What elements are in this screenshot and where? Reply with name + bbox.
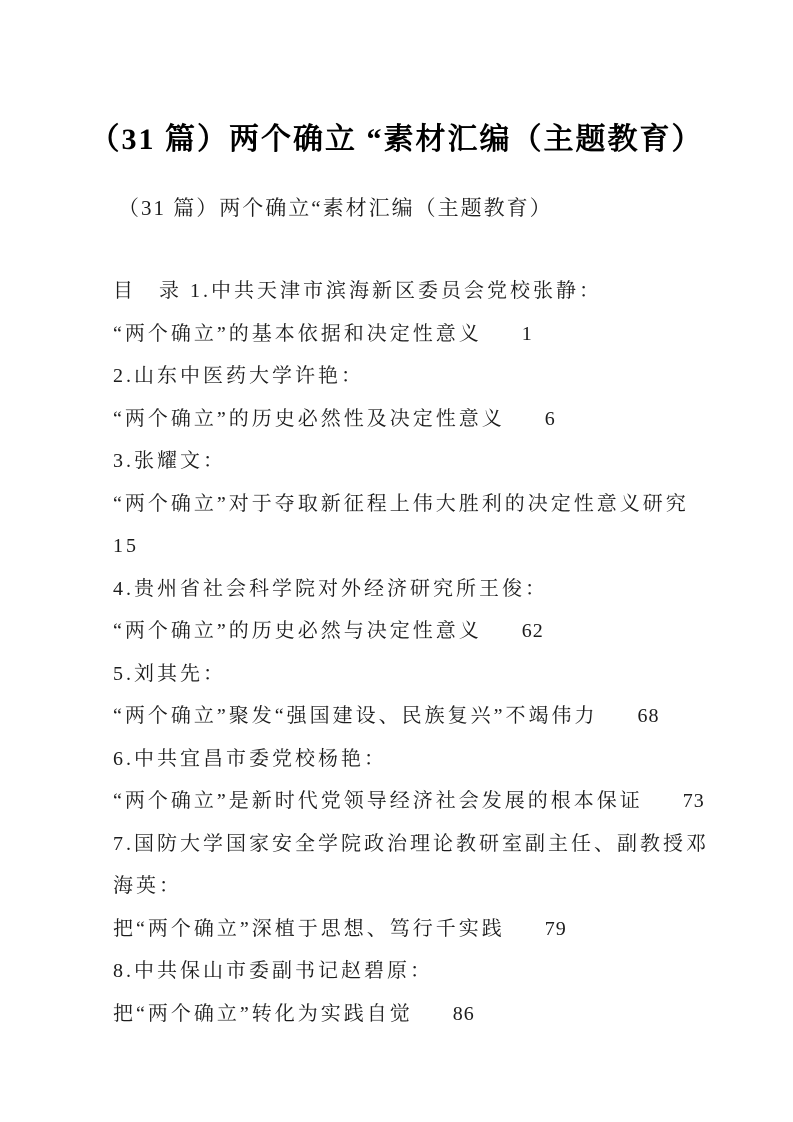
toc-line-text: “两个确立”的历史必然性及决定性意义 — [113, 407, 505, 430]
toc-line — [113, 440, 733, 483]
toc-line-text: 7.国防大学国家安全学院政治理论教研室副主任、副教授邓 — [113, 832, 709, 855]
toc-line — [113, 610, 733, 653]
toc-line — [113, 483, 733, 526]
toc-line — [113, 908, 733, 951]
toc-line — [113, 780, 733, 823]
toc-line — [113, 568, 733, 611]
toc-page-number: 73 — [682, 790, 705, 812]
toc-line-text: 15 — [113, 535, 139, 557]
toc-line-text: “两个确立”是新时代党领导经济社会发展的根本保证 — [113, 790, 643, 812]
toc-line — [113, 270, 733, 313]
document-subtitle: （31 篇）两个确立“素材汇编（主题教育） — [118, 196, 553, 220]
toc-line — [113, 313, 733, 356]
toc-line — [113, 653, 733, 696]
toc-line — [113, 355, 733, 398]
toc-line — [113, 823, 733, 866]
toc-page-number: 62 — [521, 620, 544, 642]
toc-line-text: 目 录 1.中共天津市滨海新区委员会党校张静： — [113, 280, 602, 302]
toc-line — [113, 865, 733, 908]
toc-page-number: 79 — [544, 917, 567, 940]
toc-line — [113, 993, 733, 1036]
toc-line — [113, 738, 733, 781]
toc-line-text: 8.中共保山市委副书记赵碧原： — [113, 960, 433, 982]
toc-line-text: 3.张耀文： — [113, 450, 226, 472]
toc-page-number: 86 — [452, 1002, 475, 1025]
document-title: （31 篇）两个确立 “素材汇编（主题教育） — [89, 123, 704, 156]
toc-line-text: 6.中共宜昌市委党校杨艳： — [113, 747, 387, 770]
toc-line-text: 把“两个确立”深植于思想、笃行千实践 — [113, 917, 505, 940]
toc-line — [113, 525, 733, 568]
toc-line-text: 海英： — [113, 875, 182, 897]
toc-line-text: “两个确立”对于夺取新征程上伟大胜利的决定性意义研究 — [113, 492, 689, 515]
toc-line — [113, 950, 733, 993]
table-of-contents — [113, 270, 733, 1035]
toc-line-text: 2.山东中医药大学许艳： — [113, 365, 364, 387]
toc-line — [113, 398, 733, 441]
toc-line-text: 把“两个确立”转化为实践自觉 — [113, 1002, 413, 1025]
toc-page-number: 1 — [521, 322, 533, 345]
toc-page-number: 68 — [637, 705, 660, 727]
toc-line-text: 5.刘其先： — [113, 662, 226, 685]
toc-line-text: “两个确立”的历史必然与决定性意义 — [113, 620, 482, 642]
toc-page-number: 6 — [544, 407, 556, 430]
toc-line — [113, 695, 733, 738]
toc-line-text: “两个确立”聚发“强国建设、民族复兴”不竭伟力 — [113, 705, 598, 727]
toc-line-text: “两个确立”的基本依据和决定性意义 — [113, 322, 482, 345]
toc-line-text: 4.贵州省社会科学院对外经济研究所王俊： — [113, 577, 548, 600]
